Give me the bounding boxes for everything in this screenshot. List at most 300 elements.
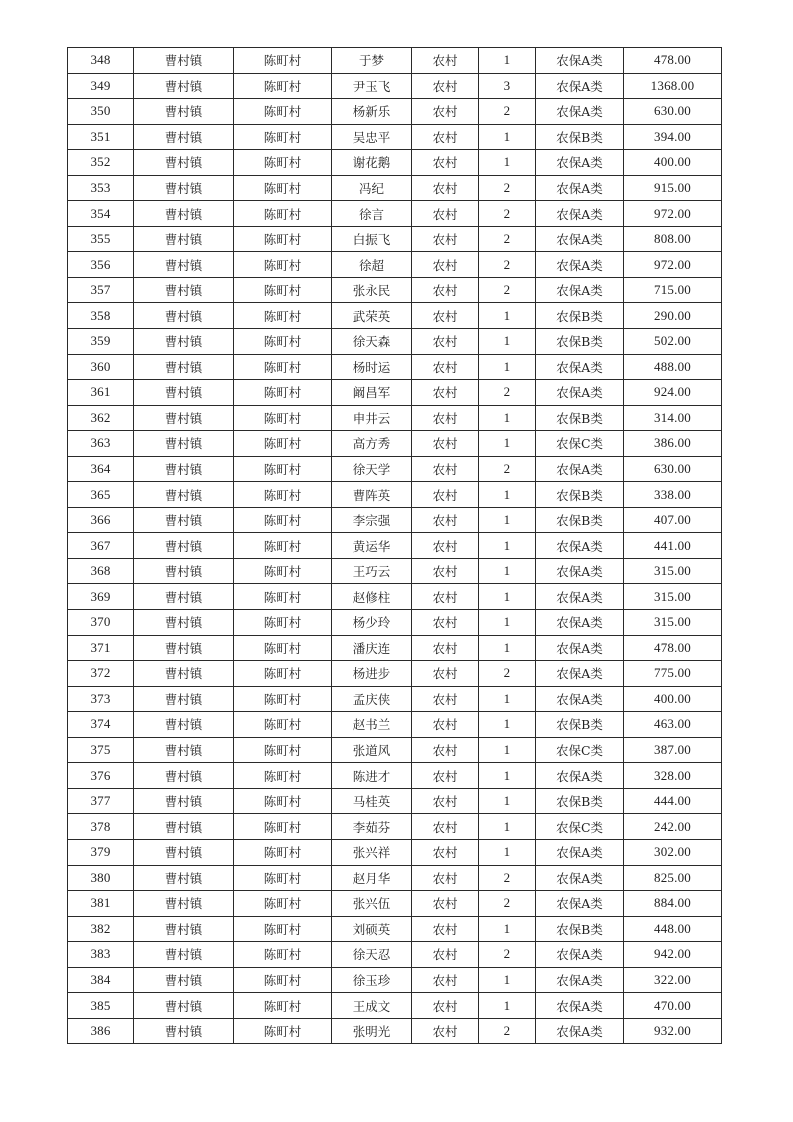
amount-cell: 322.00: [624, 967, 722, 993]
household-size-cell: 1: [479, 150, 536, 176]
insurance-category-cell: 农保A类: [536, 99, 624, 125]
household-type-cell: 农村: [412, 507, 479, 533]
amount-cell: 972.00: [624, 252, 722, 278]
row-number-cell: 359: [68, 329, 134, 355]
town-name-cell: 曹村镇: [134, 763, 234, 789]
table-row: [68, 99, 722, 125]
amount-cell: 315.00: [624, 558, 722, 584]
person-name-cell: 徐超: [332, 252, 412, 278]
household-size-cell: 2: [479, 380, 536, 406]
person-name-cell: 徐玉珍: [332, 967, 412, 993]
household-size-cell: 1: [479, 354, 536, 380]
row-number-cell: 349: [68, 73, 134, 99]
town-name-cell: 曹村镇: [134, 686, 234, 712]
town-name-cell: 曹村镇: [134, 124, 234, 150]
household-type-cell: 农村: [412, 942, 479, 968]
town-name-cell: 曹村镇: [134, 661, 234, 687]
row-number-cell: 385: [68, 993, 134, 1019]
insurance-category-cell: 农保A类: [536, 226, 624, 252]
town-name-cell: 曹村镇: [134, 993, 234, 1019]
row-number-cell: 348: [68, 48, 134, 74]
person-name-cell: 潘庆连: [332, 635, 412, 661]
village-name-cell: 陈町村: [234, 533, 332, 559]
household-size-cell: 1: [479, 814, 536, 840]
person-name-cell: 李茹芬: [332, 814, 412, 840]
village-name-cell: 陈町村: [234, 814, 332, 840]
person-name-cell: 曹阵英: [332, 482, 412, 508]
table-row: [68, 788, 722, 814]
insurance-category-cell: 农保A类: [536, 175, 624, 201]
village-name-cell: 陈町村: [234, 303, 332, 329]
amount-cell: 314.00: [624, 405, 722, 431]
insurance-category-cell: 农保B类: [536, 124, 624, 150]
row-number-cell: 351: [68, 124, 134, 150]
town-name-cell: 曹村镇: [134, 456, 234, 482]
insurance-category-cell: 农保C类: [536, 814, 624, 840]
insurance-category-cell: 农保A类: [536, 201, 624, 227]
household-size-cell: 2: [479, 201, 536, 227]
household-type-cell: 农村: [412, 788, 479, 814]
row-number-cell: 386: [68, 1018, 134, 1044]
household-size-cell: 1: [479, 686, 536, 712]
household-type-cell: 农村: [412, 226, 479, 252]
household-type-cell: 农村: [412, 737, 479, 763]
person-name-cell: 徐天忍: [332, 942, 412, 968]
town-name-cell: 曹村镇: [134, 226, 234, 252]
amount-cell: 441.00: [624, 533, 722, 559]
town-name-cell: 曹村镇: [134, 329, 234, 355]
row-number-cell: 374: [68, 712, 134, 738]
person-name-cell: 阚昌军: [332, 380, 412, 406]
person-name-cell: 王成文: [332, 993, 412, 1019]
village-name-cell: 陈町村: [234, 737, 332, 763]
row-number-cell: 371: [68, 635, 134, 661]
household-type-cell: 农村: [412, 839, 479, 865]
insurance-category-cell: 农保A类: [536, 73, 624, 99]
row-number-cell: 373: [68, 686, 134, 712]
village-name-cell: 陈町村: [234, 712, 332, 738]
town-name-cell: 曹村镇: [134, 891, 234, 917]
household-size-cell: 1: [479, 712, 536, 738]
insurance-category-cell: 农保A类: [536, 635, 624, 661]
town-name-cell: 曹村镇: [134, 252, 234, 278]
household-type-cell: 农村: [412, 533, 479, 559]
household-type-cell: 农村: [412, 584, 479, 610]
insurance-category-cell: 农保C类: [536, 737, 624, 763]
table-row: [68, 635, 722, 661]
amount-cell: 315.00: [624, 584, 722, 610]
household-size-cell: 2: [479, 99, 536, 125]
row-number-cell: 384: [68, 967, 134, 993]
amount-cell: 387.00: [624, 737, 722, 763]
village-name-cell: 陈町村: [234, 175, 332, 201]
insurance-category-cell: 农保B类: [536, 405, 624, 431]
row-number-cell: 362: [68, 405, 134, 431]
table-row: [68, 942, 722, 968]
amount-cell: 328.00: [624, 763, 722, 789]
insurance-category-cell: 农保A类: [536, 661, 624, 687]
household-size-cell: 2: [479, 865, 536, 891]
village-name-cell: 陈町村: [234, 891, 332, 917]
amount-cell: 1368.00: [624, 73, 722, 99]
household-type-cell: 农村: [412, 252, 479, 278]
amount-cell: 808.00: [624, 226, 722, 252]
row-number-cell: 350: [68, 99, 134, 125]
table-row: [68, 405, 722, 431]
table-row: [68, 839, 722, 865]
person-name-cell: 张道风: [332, 737, 412, 763]
table-row: [68, 175, 722, 201]
household-size-cell: 1: [479, 839, 536, 865]
town-name-cell: 曹村镇: [134, 942, 234, 968]
person-name-cell: 徐言: [332, 201, 412, 227]
insurance-category-cell: 农保A类: [536, 686, 624, 712]
household-type-cell: 农村: [412, 99, 479, 125]
table-row: [68, 865, 722, 891]
table-row: [68, 584, 722, 610]
village-name-cell: 陈町村: [234, 124, 332, 150]
village-name-cell: 陈町村: [234, 73, 332, 99]
row-number-cell: 360: [68, 354, 134, 380]
allowance-roster-table: [67, 47, 722, 1044]
village-name-cell: 陈町村: [234, 865, 332, 891]
household-type-cell: 农村: [412, 354, 479, 380]
town-name-cell: 曹村镇: [134, 814, 234, 840]
person-name-cell: 张明光: [332, 1018, 412, 1044]
household-size-cell: 1: [479, 916, 536, 942]
household-type-cell: 农村: [412, 482, 479, 508]
village-name-cell: 陈町村: [234, 482, 332, 508]
table-row: [68, 814, 722, 840]
amount-cell: 924.00: [624, 380, 722, 406]
insurance-category-cell: 农保B类: [536, 788, 624, 814]
village-name-cell: 陈町村: [234, 277, 332, 303]
amount-cell: 470.00: [624, 993, 722, 1019]
amount-cell: 407.00: [624, 507, 722, 533]
table-row: [68, 558, 722, 584]
village-name-cell: 陈町村: [234, 456, 332, 482]
household-size-cell: 1: [479, 558, 536, 584]
row-number-cell: 353: [68, 175, 134, 201]
amount-cell: 315.00: [624, 610, 722, 636]
town-name-cell: 曹村镇: [134, 610, 234, 636]
household-size-cell: 1: [479, 533, 536, 559]
village-name-cell: 陈町村: [234, 431, 332, 457]
town-name-cell: 曹村镇: [134, 48, 234, 74]
household-type-cell: 农村: [412, 175, 479, 201]
town-name-cell: 曹村镇: [134, 584, 234, 610]
person-name-cell: 赵书兰: [332, 712, 412, 738]
amount-cell: 630.00: [624, 456, 722, 482]
village-name-cell: 陈町村: [234, 635, 332, 661]
amount-cell: 400.00: [624, 150, 722, 176]
town-name-cell: 曹村镇: [134, 277, 234, 303]
amount-cell: 242.00: [624, 814, 722, 840]
row-number-cell: 375: [68, 737, 134, 763]
amount-cell: 825.00: [624, 865, 722, 891]
household-type-cell: 农村: [412, 891, 479, 917]
amount-cell: 394.00: [624, 124, 722, 150]
amount-cell: 478.00: [624, 48, 722, 74]
table-row: [68, 226, 722, 252]
household-size-cell: 1: [479, 48, 536, 74]
person-name-cell: 杨时运: [332, 354, 412, 380]
household-type-cell: 农村: [412, 431, 479, 457]
insurance-category-cell: 农保B类: [536, 482, 624, 508]
row-number-cell: 354: [68, 201, 134, 227]
insurance-category-cell: 农保A类: [536, 354, 624, 380]
household-size-cell: 1: [479, 763, 536, 789]
town-name-cell: 曹村镇: [134, 507, 234, 533]
village-name-cell: 陈町村: [234, 252, 332, 278]
amount-cell: 400.00: [624, 686, 722, 712]
village-name-cell: 陈町村: [234, 99, 332, 125]
town-name-cell: 曹村镇: [134, 405, 234, 431]
town-name-cell: 曹村镇: [134, 916, 234, 942]
insurance-category-cell: 农保B类: [536, 303, 624, 329]
household-type-cell: 农村: [412, 712, 479, 738]
person-name-cell: 陈进才: [332, 763, 412, 789]
row-number-cell: 367: [68, 533, 134, 559]
insurance-category-cell: 农保A类: [536, 993, 624, 1019]
row-number-cell: 377: [68, 788, 134, 814]
village-name-cell: 陈町村: [234, 380, 332, 406]
household-type-cell: 农村: [412, 329, 479, 355]
insurance-category-cell: 农保A类: [536, 763, 624, 789]
village-name-cell: 陈町村: [234, 993, 332, 1019]
town-name-cell: 曹村镇: [134, 431, 234, 457]
amount-cell: 444.00: [624, 788, 722, 814]
village-name-cell: 陈町村: [234, 405, 332, 431]
row-number-cell: 368: [68, 558, 134, 584]
amount-cell: 302.00: [624, 839, 722, 865]
person-name-cell: 高方秀: [332, 431, 412, 457]
insurance-category-cell: 农保A类: [536, 1018, 624, 1044]
village-name-cell: 陈町村: [234, 763, 332, 789]
village-name-cell: 陈町村: [234, 686, 332, 712]
row-number-cell: 378: [68, 814, 134, 840]
insurance-category-cell: 农保A类: [536, 967, 624, 993]
amount-cell: 448.00: [624, 916, 722, 942]
household-size-cell: 2: [479, 1018, 536, 1044]
insurance-category-cell: 农保A类: [536, 839, 624, 865]
village-name-cell: 陈町村: [234, 150, 332, 176]
household-size-cell: 2: [479, 661, 536, 687]
amount-cell: 972.00: [624, 201, 722, 227]
person-name-cell: 吴忠平: [332, 124, 412, 150]
row-number-cell: 381: [68, 891, 134, 917]
household-size-cell: 1: [479, 482, 536, 508]
household-size-cell: 2: [479, 226, 536, 252]
town-name-cell: 曹村镇: [134, 865, 234, 891]
amount-cell: 932.00: [624, 1018, 722, 1044]
insurance-category-cell: 农保B类: [536, 916, 624, 942]
insurance-category-cell: 农保A类: [536, 558, 624, 584]
village-name-cell: 陈町村: [234, 558, 332, 584]
town-name-cell: 曹村镇: [134, 201, 234, 227]
household-size-cell: 1: [479, 737, 536, 763]
row-number-cell: 370: [68, 610, 134, 636]
household-type-cell: 农村: [412, 73, 479, 99]
village-name-cell: 陈町村: [234, 967, 332, 993]
person-name-cell: 申井云: [332, 405, 412, 431]
town-name-cell: 曹村镇: [134, 788, 234, 814]
household-type-cell: 农村: [412, 405, 479, 431]
village-name-cell: 陈町村: [234, 610, 332, 636]
insurance-category-cell: 农保A类: [536, 277, 624, 303]
person-name-cell: 武荣英: [332, 303, 412, 329]
insurance-category-cell: 农保A类: [536, 942, 624, 968]
table-row: [68, 124, 722, 150]
household-type-cell: 农村: [412, 763, 479, 789]
row-number-cell: 355: [68, 226, 134, 252]
insurance-category-cell: 农保A类: [536, 150, 624, 176]
town-name-cell: 曹村镇: [134, 1018, 234, 1044]
amount-cell: 715.00: [624, 277, 722, 303]
household-type-cell: 农村: [412, 635, 479, 661]
table-row: [68, 737, 722, 763]
insurance-category-cell: 农保B类: [536, 712, 624, 738]
household-size-cell: 1: [479, 124, 536, 150]
insurance-category-cell: 农保A类: [536, 865, 624, 891]
person-name-cell: 徐天森: [332, 329, 412, 355]
household-size-cell: 1: [479, 507, 536, 533]
table-row: [68, 456, 722, 482]
table-row: [68, 48, 722, 74]
row-number-cell: 357: [68, 277, 134, 303]
table-row: [68, 610, 722, 636]
insurance-category-cell: 农保A类: [536, 584, 624, 610]
person-name-cell: 马桂英: [332, 788, 412, 814]
row-number-cell: 361: [68, 380, 134, 406]
row-number-cell: 372: [68, 661, 134, 687]
amount-cell: 884.00: [624, 891, 722, 917]
insurance-category-cell: 农保A类: [536, 610, 624, 636]
person-name-cell: 冯纪: [332, 175, 412, 201]
household-size-cell: 1: [479, 431, 536, 457]
town-name-cell: 曹村镇: [134, 73, 234, 99]
town-name-cell: 曹村镇: [134, 839, 234, 865]
amount-cell: 502.00: [624, 329, 722, 355]
household-size-cell: 3: [479, 73, 536, 99]
village-name-cell: 陈町村: [234, 661, 332, 687]
amount-cell: 386.00: [624, 431, 722, 457]
person-name-cell: 赵修柱: [332, 584, 412, 610]
row-number-cell: 356: [68, 252, 134, 278]
village-name-cell: 陈町村: [234, 942, 332, 968]
table-row: [68, 686, 722, 712]
table-row: [68, 712, 722, 738]
town-name-cell: 曹村镇: [134, 99, 234, 125]
village-name-cell: 陈町村: [234, 507, 332, 533]
amount-cell: 630.00: [624, 99, 722, 125]
village-name-cell: 陈町村: [234, 584, 332, 610]
table-row: [68, 354, 722, 380]
row-number-cell: 364: [68, 456, 134, 482]
village-name-cell: 陈町村: [234, 329, 332, 355]
household-size-cell: 1: [479, 788, 536, 814]
town-name-cell: 曹村镇: [134, 150, 234, 176]
table-row: [68, 993, 722, 1019]
household-type-cell: 农村: [412, 686, 479, 712]
town-name-cell: 曹村镇: [134, 482, 234, 508]
table-row: [68, 533, 722, 559]
row-number-cell: 365: [68, 482, 134, 508]
household-size-cell: 2: [479, 456, 536, 482]
village-name-cell: 陈町村: [234, 788, 332, 814]
town-name-cell: 曹村镇: [134, 380, 234, 406]
town-name-cell: 曹村镇: [134, 533, 234, 559]
table-row: [68, 916, 722, 942]
household-type-cell: 农村: [412, 916, 479, 942]
person-name-cell: 孟庆侠: [332, 686, 412, 712]
row-number-cell: 352: [68, 150, 134, 176]
household-type-cell: 农村: [412, 814, 479, 840]
table-row: [68, 763, 722, 789]
household-type-cell: 农村: [412, 865, 479, 891]
household-size-cell: 1: [479, 303, 536, 329]
insurance-category-cell: 农保A类: [536, 533, 624, 559]
household-type-cell: 农村: [412, 558, 479, 584]
insurance-category-cell: 农保A类: [536, 380, 624, 406]
insurance-category-cell: 农保B类: [536, 329, 624, 355]
person-name-cell: 谢花鹅: [332, 150, 412, 176]
row-number-cell: 358: [68, 303, 134, 329]
person-name-cell: 李宗强: [332, 507, 412, 533]
amount-cell: 915.00: [624, 175, 722, 201]
household-size-cell: 2: [479, 891, 536, 917]
amount-cell: 463.00: [624, 712, 722, 738]
person-name-cell: 张永民: [332, 277, 412, 303]
person-name-cell: 杨少玲: [332, 610, 412, 636]
household-size-cell: 2: [479, 175, 536, 201]
household-type-cell: 农村: [412, 303, 479, 329]
person-name-cell: 尹玉飞: [332, 73, 412, 99]
household-size-cell: 1: [479, 993, 536, 1019]
table-row: [68, 73, 722, 99]
roster-body: [68, 48, 722, 1044]
household-type-cell: 农村: [412, 993, 479, 1019]
town-name-cell: 曹村镇: [134, 712, 234, 738]
person-name-cell: 刘硕英: [332, 916, 412, 942]
town-name-cell: 曹村镇: [134, 354, 234, 380]
person-name-cell: 张兴伍: [332, 891, 412, 917]
person-name-cell: 杨新乐: [332, 99, 412, 125]
village-name-cell: 陈町村: [234, 201, 332, 227]
person-name-cell: 王巧云: [332, 558, 412, 584]
village-name-cell: 陈町村: [234, 354, 332, 380]
table-row: [68, 482, 722, 508]
table-row: [68, 303, 722, 329]
person-name-cell: 白振飞: [332, 226, 412, 252]
table-row: [68, 967, 722, 993]
amount-cell: 488.00: [624, 354, 722, 380]
table-row: [68, 329, 722, 355]
village-name-cell: 陈町村: [234, 48, 332, 74]
table-row: [68, 431, 722, 457]
row-number-cell: 376: [68, 763, 134, 789]
household-type-cell: 农村: [412, 456, 479, 482]
amount-cell: 478.00: [624, 635, 722, 661]
table-row: [68, 661, 722, 687]
table-row: [68, 380, 722, 406]
row-number-cell: 380: [68, 865, 134, 891]
household-size-cell: 1: [479, 610, 536, 636]
household-size-cell: 2: [479, 252, 536, 278]
household-type-cell: 农村: [412, 610, 479, 636]
household-type-cell: 农村: [412, 277, 479, 303]
person-name-cell: 张兴祥: [332, 839, 412, 865]
